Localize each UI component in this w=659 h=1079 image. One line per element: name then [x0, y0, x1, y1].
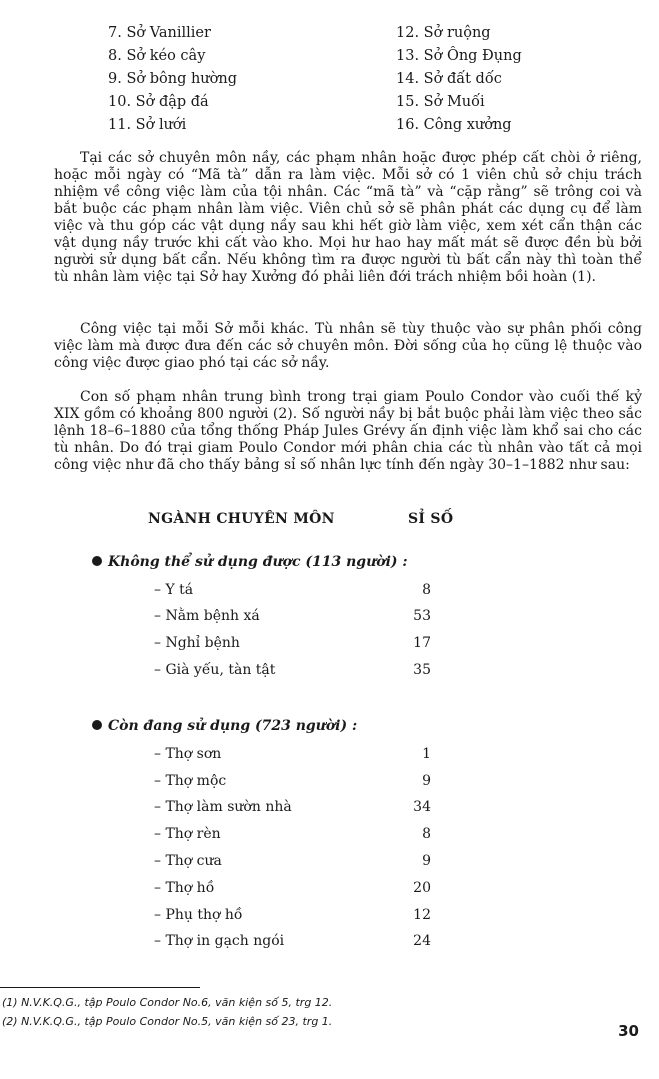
row-label: – Nghỉ bệnh	[154, 635, 240, 651]
list-item: 7. Sở Vanillier	[108, 25, 211, 41]
body-paragraph-1: Tại các sở chuyên môn nầy, các phạm nhân hoặc được phép cất chòi ở riêng, hoặc mỗi ngày có “Mã tà” dẫn ra làm việc. Mỗi sở có 1 viên chủ sở chịu trách nhiệm về công việc làm của tội nhân. Các “mã tà” và “cặp rằng” sẽ trông coi và bắt buộc các phạm nhân làm việc. Viên chủ sở sẽ phân phát các dụng cụ để làm việc và thu góp các vật dụng nầy sau khi hết giờ làm việc, xem xét cẩn thận các vật dụng nầy trước khi cất vào kho. Mọi hư hao hay mất mát sẽ được đền bù bởi người sử dụng bất cẩn. Nếu không tìm ra được người tù bất cẩn này thì toàn thể tù nhân làm việc tại Sở hay Xưởng đó phải liên đới trách nhiệm bồi hoàn (1).	[54, 150, 642, 285]
table-row	[0, 746, 659, 768]
table-row	[0, 635, 659, 657]
row-value: 8	[422, 826, 431, 842]
row-label: – Thợ cưa	[154, 853, 222, 869]
row-label: – Thợ mộc	[154, 773, 227, 789]
body-paragraph-3: Con số phạm nhân trung bình trong trại giam Poulo Condor vào cuối thế kỷ XIX gồm có khoảng 800 người (2). Số người nầy bị bắt buộc phải làm việc theo sắc lệnh 18–6–1880 của tổng thống Pháp Jules Grévy ấn định việc làm khổ sai cho các tù nhân. Do đó trại giam Poulo Condor mới phân chia các tù nhân vào tất cả mọi công việc như đã cho thấy bảng sỉ số nhân lực tính đến ngày 30–1–1882 như sau:	[54, 389, 642, 473]
table-row	[0, 799, 659, 821]
bullet-icon	[92, 556, 102, 566]
group-title-text: Không thể sử dụng được (113 người) :	[108, 554, 408, 570]
table-row	[0, 582, 659, 604]
group-title-text: Còn đang sử dụng (723 người) :	[108, 718, 358, 734]
row-label: – Già yếu, tàn tật	[154, 662, 276, 678]
row-value: 12	[413, 907, 431, 923]
group-title-unusable	[92, 554, 408, 570]
list-item: 14. Sở đất dốc	[396, 71, 502, 87]
body-paragraph-2: Công việc tại mỗi Sở mỗi khác. Tù nhân sẽ tùy thuộc vào sự phân phối công việc làm mà được đưa đến các sở chuyên môn. Đời sống của họ cũng lệ thuộc vào công việc được giao phó tại các sở nầy.	[54, 321, 642, 371]
table-row	[0, 933, 659, 955]
table-row	[0, 880, 659, 902]
row-value: 24	[413, 933, 431, 949]
row-label: – Thợ in gạch ngói	[154, 933, 285, 949]
row-label: – Thợ rèn	[154, 826, 221, 842]
page-number: 30	[618, 1022, 639, 1040]
group-title-in-use	[92, 718, 357, 734]
footnote-1: (1) N.V.K.Q.G., tập Poulo Condor No.6, văn kiện số 5, trg 12.	[2, 996, 333, 1009]
row-value: 1	[422, 746, 431, 762]
list-column-right	[396, 22, 522, 137]
row-label: – Nằm bệnh xá	[154, 608, 260, 624]
table-row	[0, 608, 659, 630]
table-row	[0, 907, 659, 929]
row-value: 35	[413, 662, 431, 678]
table-row	[0, 662, 659, 684]
list-item: 9. Sở bông hường	[108, 71, 237, 87]
table-row	[0, 826, 659, 848]
list-column-left	[108, 22, 237, 137]
row-label: – Y tá	[154, 582, 194, 598]
table-header-field: NGÀNH CHUYÊN MÔN	[148, 511, 335, 527]
row-label: – Thợ sơn	[154, 746, 222, 762]
table-row	[0, 853, 659, 875]
list-item: 16. Công xưởng	[396, 117, 512, 133]
row-value: 34	[413, 799, 431, 815]
list-item: 13. Sở Ông Đụng	[396, 48, 522, 64]
footnote-divider	[0, 987, 200, 988]
table-row	[0, 773, 659, 795]
list-item: 10. Sở đập đá	[108, 94, 209, 110]
bullet-icon	[92, 720, 102, 730]
list-item: 11. Sở lưới	[108, 117, 187, 133]
row-label: – Thợ làm sườn nhà	[154, 799, 292, 815]
row-value: 9	[422, 773, 431, 789]
row-value: 17	[413, 635, 431, 651]
row-value: 8	[422, 582, 431, 598]
row-value: 53	[413, 608, 431, 624]
row-label: – Phụ thợ hồ	[154, 907, 243, 923]
list-item: 15. Sở Muối	[396, 94, 485, 110]
list-item: 8. Sở kéo cây	[108, 48, 206, 64]
row-value: 20	[413, 880, 431, 896]
row-label: – Thợ hồ	[154, 880, 215, 896]
table-header-count: SỈ SỐ	[408, 511, 454, 527]
footnote-2: (2) N.V.K.Q.G., tập Poulo Condor No.5, văn kiện số 23, trg 1.	[2, 1015, 333, 1028]
row-value: 9	[422, 853, 431, 869]
list-item: 12. Sở ruộng	[396, 25, 491, 41]
